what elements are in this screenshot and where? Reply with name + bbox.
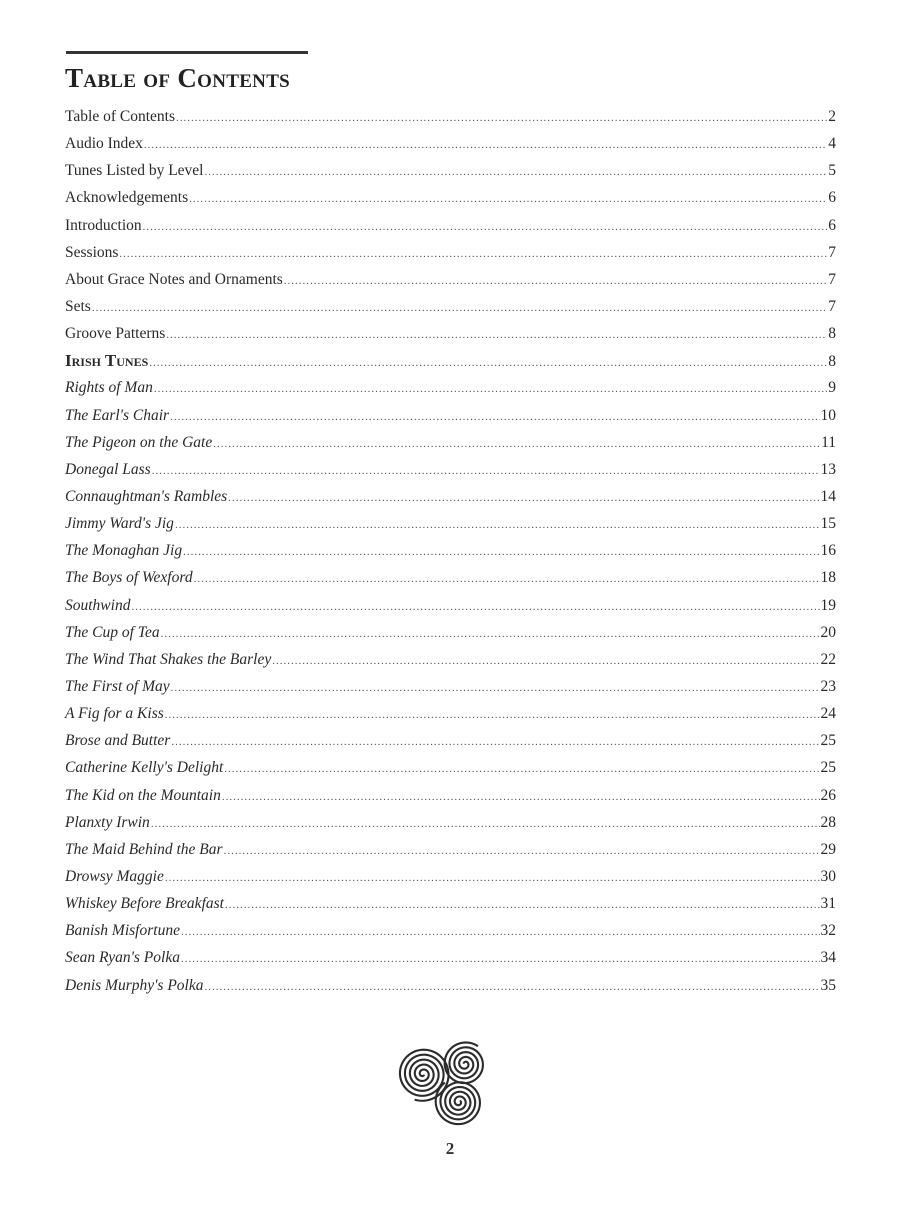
- toc-entry-title: Groove Patterns: [65, 325, 166, 343]
- toc-entry-page: 8: [828, 353, 836, 371]
- dot-leader: [119, 243, 827, 265]
- dot-leader: [171, 731, 819, 753]
- dot-leader: [161, 623, 820, 645]
- toc-entry-title: Sean Ryan's Polka: [65, 949, 180, 967]
- toc-entry-page: 30: [820, 867, 836, 885]
- dot-leader: [225, 894, 820, 916]
- toc-entry[interactable]: [65, 975, 836, 1002]
- toc-entry-title: A Fig for a Kiss: [65, 705, 164, 723]
- toc-entry-page: 9: [828, 379, 836, 397]
- toc-entry-page: 32: [820, 922, 836, 940]
- toc-entry[interactable]: [65, 812, 836, 839]
- toc-entry-title: Acknowledgements: [65, 189, 189, 207]
- toc-entry-page: 11: [821, 433, 836, 451]
- dot-leader: [213, 433, 820, 455]
- toc-entry-title: About Grace Notes and Ornaments: [65, 270, 283, 288]
- toc-entry-title: Jimmy Ward's Jig: [65, 515, 174, 533]
- toc-entry-title: Connaughtman's Rambles: [65, 487, 228, 505]
- toc-entry-page: 10: [820, 406, 836, 424]
- toc-entry-page: 24: [820, 705, 836, 723]
- toc-entry-page: 28: [820, 813, 836, 831]
- toc-entry[interactable]: [65, 730, 836, 757]
- toc-entry-title: Sessions: [65, 243, 119, 261]
- toc-entry[interactable]: [65, 513, 836, 540]
- toc-entry-page: 34: [820, 949, 836, 967]
- toc-entry[interactable]: [65, 920, 836, 947]
- dot-leader: [194, 568, 820, 590]
- dot-leader: [181, 921, 820, 943]
- toc-entry-page: 13: [820, 460, 836, 478]
- toc-entry-title: Brose and Butter: [65, 732, 171, 750]
- dot-leader: [284, 270, 827, 292]
- page-number: 2: [445, 1139, 455, 1158]
- toc-entry-page: 7: [828, 297, 836, 315]
- toc-entry[interactable]: [65, 676, 836, 703]
- dot-leader: [228, 487, 819, 509]
- dot-leader: [144, 134, 827, 156]
- toc-section-heading[interactable]: [65, 350, 836, 377]
- toc-entry-page: 7: [828, 243, 836, 261]
- dot-leader: [205, 976, 820, 998]
- toc-entry[interactable]: [65, 242, 836, 269]
- toc-entry[interactable]: [65, 622, 836, 649]
- toc-entry-title: Planxty Irwin: [65, 813, 150, 831]
- toc-entry-title: The Maid Behind the Bar: [65, 840, 223, 858]
- dot-leader: [205, 161, 828, 183]
- toc-entry[interactable]: [65, 540, 836, 567]
- toc-entry-page: 31: [820, 895, 836, 913]
- toc-entry[interactable]: [65, 323, 836, 350]
- toc-entry-title: The Cup of Tea: [65, 623, 160, 641]
- toc-entry[interactable]: [65, 459, 836, 486]
- toc-entry-title: Catherine Kelly's Delight: [65, 759, 224, 777]
- toc-entry[interactable]: [65, 215, 836, 242]
- dot-leader: [224, 758, 819, 780]
- toc-entry-title: The Kid on the Mountain: [65, 786, 221, 804]
- dot-leader: [181, 948, 820, 970]
- toc-entry-title: The Monaghan Jig: [65, 542, 183, 560]
- toc-entry-title: Southwind: [65, 596, 131, 614]
- toc-entry[interactable]: [65, 839, 836, 866]
- triple-spiral-icon: [393, 1038, 495, 1128]
- toc-entry[interactable]: [65, 269, 836, 296]
- dot-leader: [175, 514, 820, 536]
- dot-leader: [171, 677, 820, 699]
- toc-entry[interactable]: [65, 432, 836, 459]
- dot-leader: [183, 541, 819, 563]
- dot-leader: [143, 216, 828, 238]
- toc-entry-title: The Earl's Chair: [65, 406, 170, 424]
- toc-entry-title: Sets: [65, 297, 91, 315]
- dot-leader: [222, 786, 820, 808]
- toc-entry-title: Rights of Man: [65, 379, 153, 397]
- toc-entry-page: 14: [820, 487, 836, 505]
- toc-entry-page: 6: [828, 189, 836, 207]
- toc-entry-page: 8: [828, 325, 836, 343]
- page-title: Table of Contents: [65, 63, 291, 93]
- title-rule: [66, 51, 308, 54]
- dot-leader: [149, 352, 827, 374]
- toc-entry[interactable]: [65, 377, 836, 404]
- toc-entry-title: Whiskey Before Breakfast: [65, 895, 224, 913]
- toc-entry-title: Tunes Listed by Level: [65, 162, 204, 180]
- toc-entry-title: Banish Misfortune: [65, 922, 180, 940]
- dot-leader: [224, 840, 820, 862]
- toc-entry-title: The Wind That Shakes the Barley: [65, 650, 272, 668]
- dot-leader: [170, 406, 819, 428]
- spiral-stroke: [445, 1042, 483, 1083]
- toc-entry-title: Introduction: [65, 216, 142, 234]
- dot-leader: [189, 188, 827, 210]
- toc-entry-title: Drowsy Maggie: [65, 867, 164, 885]
- toc-entry[interactable]: [65, 649, 836, 676]
- toc-entry-page: 23: [820, 677, 836, 695]
- toc-entry[interactable]: [65, 703, 836, 730]
- toc-entry-page: 16: [820, 542, 836, 560]
- dot-leader: [154, 378, 827, 400]
- toc-entry[interactable]: [65, 866, 836, 893]
- toc-entry-title: The Boys of Wexford: [65, 569, 193, 587]
- toc-entry[interactable]: [65, 595, 836, 622]
- toc-entry-page: 7: [828, 270, 836, 288]
- toc-entry-title: Audio Index: [65, 135, 143, 153]
- toc-entry[interactable]: [65, 893, 836, 920]
- toc-entry-page: 20: [820, 623, 836, 641]
- toc-entry-title: Denis Murphy's Polka: [65, 976, 204, 994]
- toc-entry-page: 29: [820, 840, 836, 858]
- toc-entry-page: 25: [820, 759, 836, 777]
- toc-entry[interactable]: [65, 947, 836, 974]
- toc-entry[interactable]: [65, 296, 836, 323]
- toc-entry-title: Irish Tunes: [65, 351, 149, 371]
- toc-entry-page: 18: [820, 569, 836, 587]
- toc-entry[interactable]: [65, 486, 836, 513]
- table-of-contents: [65, 106, 836, 1002]
- toc-entry[interactable]: [65, 405, 836, 432]
- dot-leader: [92, 297, 827, 319]
- toc-entry[interactable]: [65, 187, 836, 214]
- toc-entry-page: 26: [820, 786, 836, 804]
- toc-entry-title: Donegal Lass: [65, 460, 151, 478]
- toc-entry[interactable]: [65, 785, 836, 812]
- toc-entry[interactable]: [65, 106, 836, 133]
- toc-entry-page: 35: [820, 976, 836, 994]
- dot-leader: [152, 460, 820, 482]
- spiral-stroke: [436, 1082, 480, 1124]
- toc-entry-page: 6: [828, 216, 836, 234]
- toc-entry-page: 22: [820, 650, 836, 668]
- toc-entry[interactable]: [65, 133, 836, 160]
- toc-entry-page: 19: [820, 596, 836, 614]
- toc-entry-page: 5: [828, 162, 836, 180]
- toc-entry-page: 4: [828, 135, 836, 153]
- dot-leader: [165, 704, 820, 726]
- toc-entry-title: The First of May: [65, 677, 170, 695]
- toc-entry-page: 2: [828, 108, 836, 125]
- dot-leader: [272, 650, 819, 672]
- toc-entry[interactable]: [65, 567, 836, 594]
- toc-entry-page: 15: [820, 515, 836, 533]
- toc-entry-page: 25: [820, 732, 836, 750]
- toc-entry[interactable]: [65, 160, 836, 187]
- toc-entry-title: Table of Contents: [65, 108, 175, 125]
- dot-leader: [151, 813, 820, 835]
- dot-leader: [166, 324, 827, 346]
- toc-entry-title: The Pigeon on the Gate: [65, 433, 213, 451]
- dot-leader: [131, 596, 819, 618]
- dot-leader: [176, 107, 827, 129]
- dot-leader: [165, 867, 820, 889]
- toc-entry[interactable]: [65, 757, 836, 784]
